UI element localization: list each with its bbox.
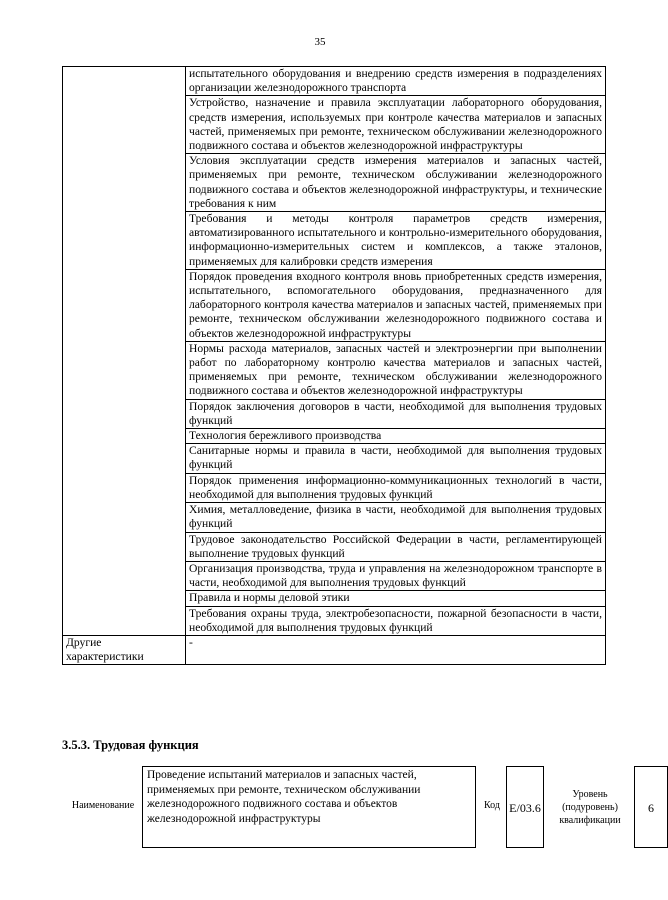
requirement-text: Порядок применения информационно-коммуникационных технологий в части, необходимой для выполнения трудовых функций xyxy=(186,473,606,502)
requirement-text: Условия эксплуатации средств измерения материалов и запасных частей, применяемых при ремонте, техническом обслуживании железнодорожного подвижного состава и объектов железнодорожной инфраструктуры, и технические требования к ним xyxy=(186,154,606,212)
requirement-text: Правила и нормы деловой этики xyxy=(186,591,606,606)
other-characteristics-value: - xyxy=(186,635,606,664)
requirement-text: Устройство, назначение и правила эксплуатации лабораторного оборудования, средств измерения, используемых при контроле качества материалов и запасных частей, применяемых при ремонте, техническом обслуживании железнодорожного подвижного состава и объектов железнодорожной инфраструктуры xyxy=(186,96,606,154)
requirement-text: Требования охраны труда, электробезопасности, пожарной безопасности в части, необходимой для выполнения трудовых функций xyxy=(186,606,606,635)
requirement-text: испытательного оборудования и внедрению средств измерения в подразделениях организации железнодорожного транспорта xyxy=(186,67,606,96)
function-name-box: Проведение испытаний материалов и запасных частей, применяемых при ремонте, техническом обслуживании железнодорожного подвижного состава и объектов железнодорожной инфраструктуры xyxy=(142,766,476,848)
qualification-level-label: Уровень (подуровень) квалификации xyxy=(559,789,621,826)
requirement-text: Химия, металловедение, физика в части, необходимой для выполнения трудовых функций xyxy=(186,503,606,532)
function-code-box: E/03.6 xyxy=(506,766,544,848)
section-heading: 3.5.3. Трудовая функция xyxy=(62,738,199,752)
requirements-table xyxy=(62,66,606,665)
page-number: 35 xyxy=(314,36,326,48)
requirements-label-cell xyxy=(63,67,186,636)
requirement-text: Нормы расхода материалов, запасных частей и электроэнергии при выполнении работ по лабораторному контролю качества материалов и запасных частей, применяемых при ремонте, техническом обслуживании железнодорожного подвижного состава и объектов железнодорожной инфраструктуры xyxy=(186,341,606,399)
requirement-text: Порядок проведения входного контроля вновь приобретенных средств измерения, испытательного, вспомогательного оборудования, предназначенного для лабораторного контроля качества материалов и запасных частей, применяемых при ремонте, техническом обслуживании железнодорожного подвижного состава и объектов железнодорожной инфраструктуры xyxy=(186,269,606,341)
name-label: Наименование xyxy=(71,800,135,811)
requirement-text: Организация производства, труда и управления на железнодорожном транспорте в части, необходимой для выполнения трудовых функций xyxy=(186,561,606,590)
requirement-text: Требования и методы контроля параметров средств измерения, автоматизированного испытательного и контрольно-измерительного оборудования, информационно-измерительных систем и комплексов, а также эталонов, применяемых для калибровки средств измерения xyxy=(186,212,606,270)
requirement-text: Технология бережливого производства xyxy=(186,429,606,444)
labor-function-header xyxy=(62,766,654,850)
code-label: Код xyxy=(484,800,500,811)
other-characteristics-label: Другие характеристики xyxy=(63,635,186,664)
other-characteristics-row xyxy=(63,635,606,664)
requirement-row xyxy=(63,67,606,96)
qualification-level-box: 6 xyxy=(634,766,668,848)
requirement-text: Санитарные нормы и правила в части, необходимой для выполнения трудовых функций xyxy=(186,444,606,473)
requirement-text: Порядок заключения договоров в части, необходимой для выполнения трудовых функций xyxy=(186,399,606,428)
requirement-text: Трудовое законодательство Российской Федерации в части, регламентирующей выполнение трудовых функций xyxy=(186,532,606,561)
